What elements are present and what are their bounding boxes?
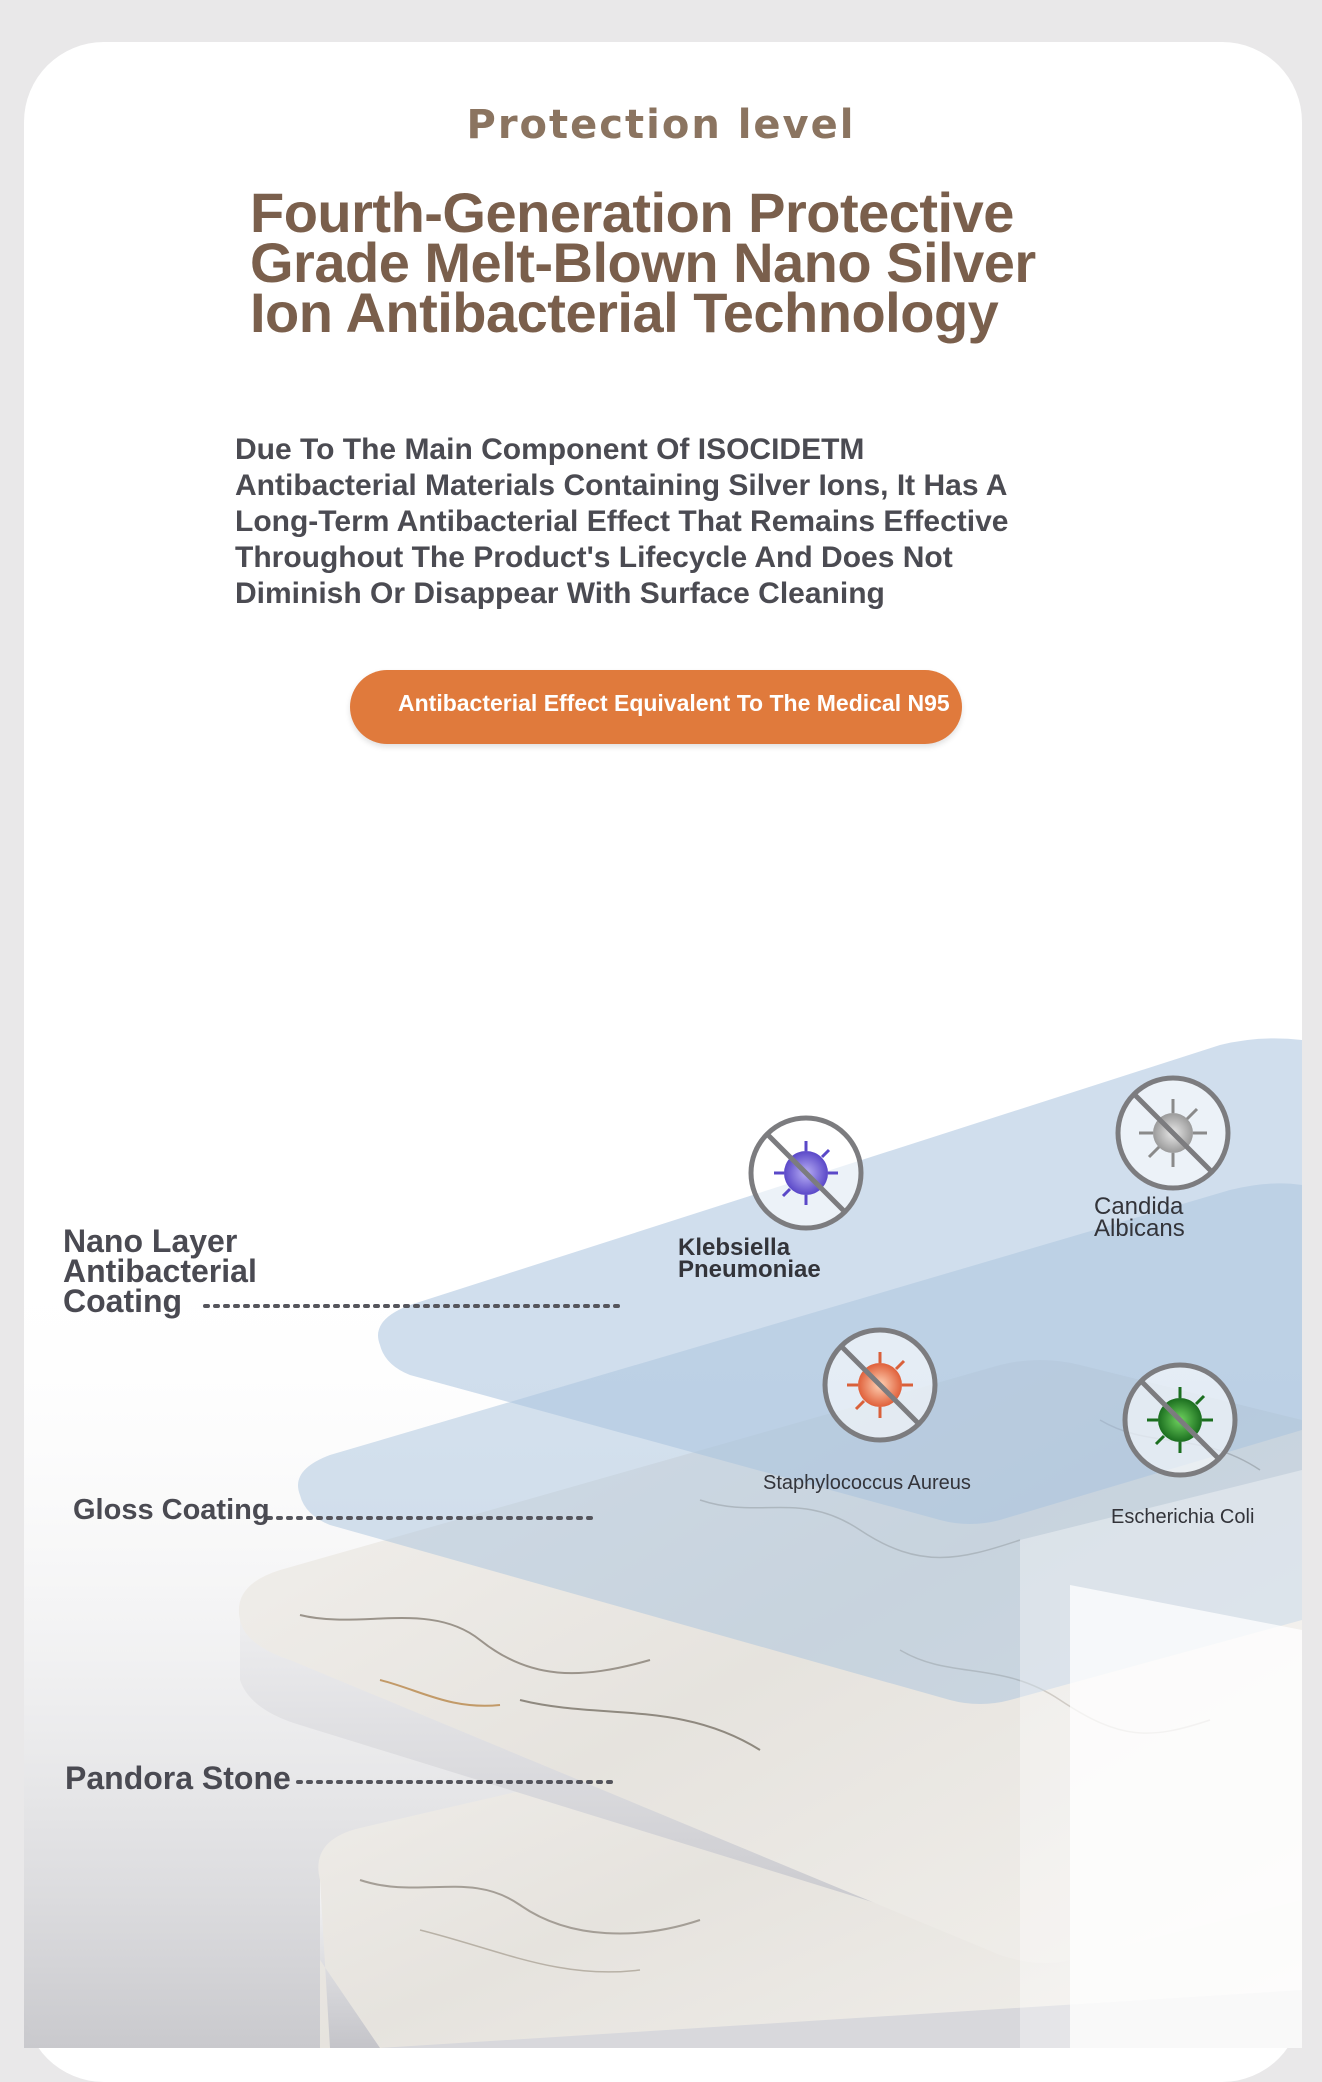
label-line: Klebsiella [678, 1234, 791, 1261]
klebsiella-no-bacteria-icon [751, 1118, 861, 1228]
label-line: Antibacterial [63, 1253, 257, 1289]
ecoli-no-bacteria-icon [1125, 1365, 1235, 1475]
headline-line: Ion Antibacterial Technology [250, 281, 999, 344]
label-nano-layer [63, 1223, 257, 1319]
label-line: Coating [63, 1283, 183, 1319]
label-candida [1094, 1193, 1185, 1242]
description-line: Long-Term Antibacterial Effect That Remains Effective [235, 505, 1009, 538]
section-subtitle: Protection level [466, 102, 856, 148]
label-line: Pneumoniae [678, 1256, 821, 1283]
description-line: Antibacterial Materials Containing Silver Ions, It Has A [235, 469, 1008, 502]
description-line: Throughout The Product's Lifecycle And Does Not [235, 541, 953, 574]
candida-no-bacteria-icon [1118, 1078, 1228, 1188]
headline-line: Fourth-Generation Protective [250, 181, 1014, 244]
description-line: Diminish Or Disappear With Surface Cleaning [235, 577, 885, 610]
label-line: Candida [1094, 1193, 1184, 1220]
label-ecoli: Escherichia Coli [1111, 1506, 1255, 1528]
n95-badge-text: Antibacterial Effect Equivalent To The Medical N95 [398, 690, 950, 716]
staphylococcus-no-bacteria-icon [825, 1330, 935, 1440]
headline-line: Grade Melt-Blown Nano Silver [250, 231, 1036, 294]
label-gloss-coating: Gloss Coating [73, 1494, 270, 1526]
label-klebsiella [678, 1234, 821, 1283]
label-line: Albicans [1094, 1215, 1185, 1242]
description-line: Due To The Main Component Of ISOCIDETM [235, 433, 865, 466]
label-pandora-stone: Pandora Stone [65, 1760, 291, 1796]
label-line: Nano Layer [63, 1223, 238, 1259]
label-staphylococcus: Staphylococcus Aureus [763, 1472, 971, 1494]
